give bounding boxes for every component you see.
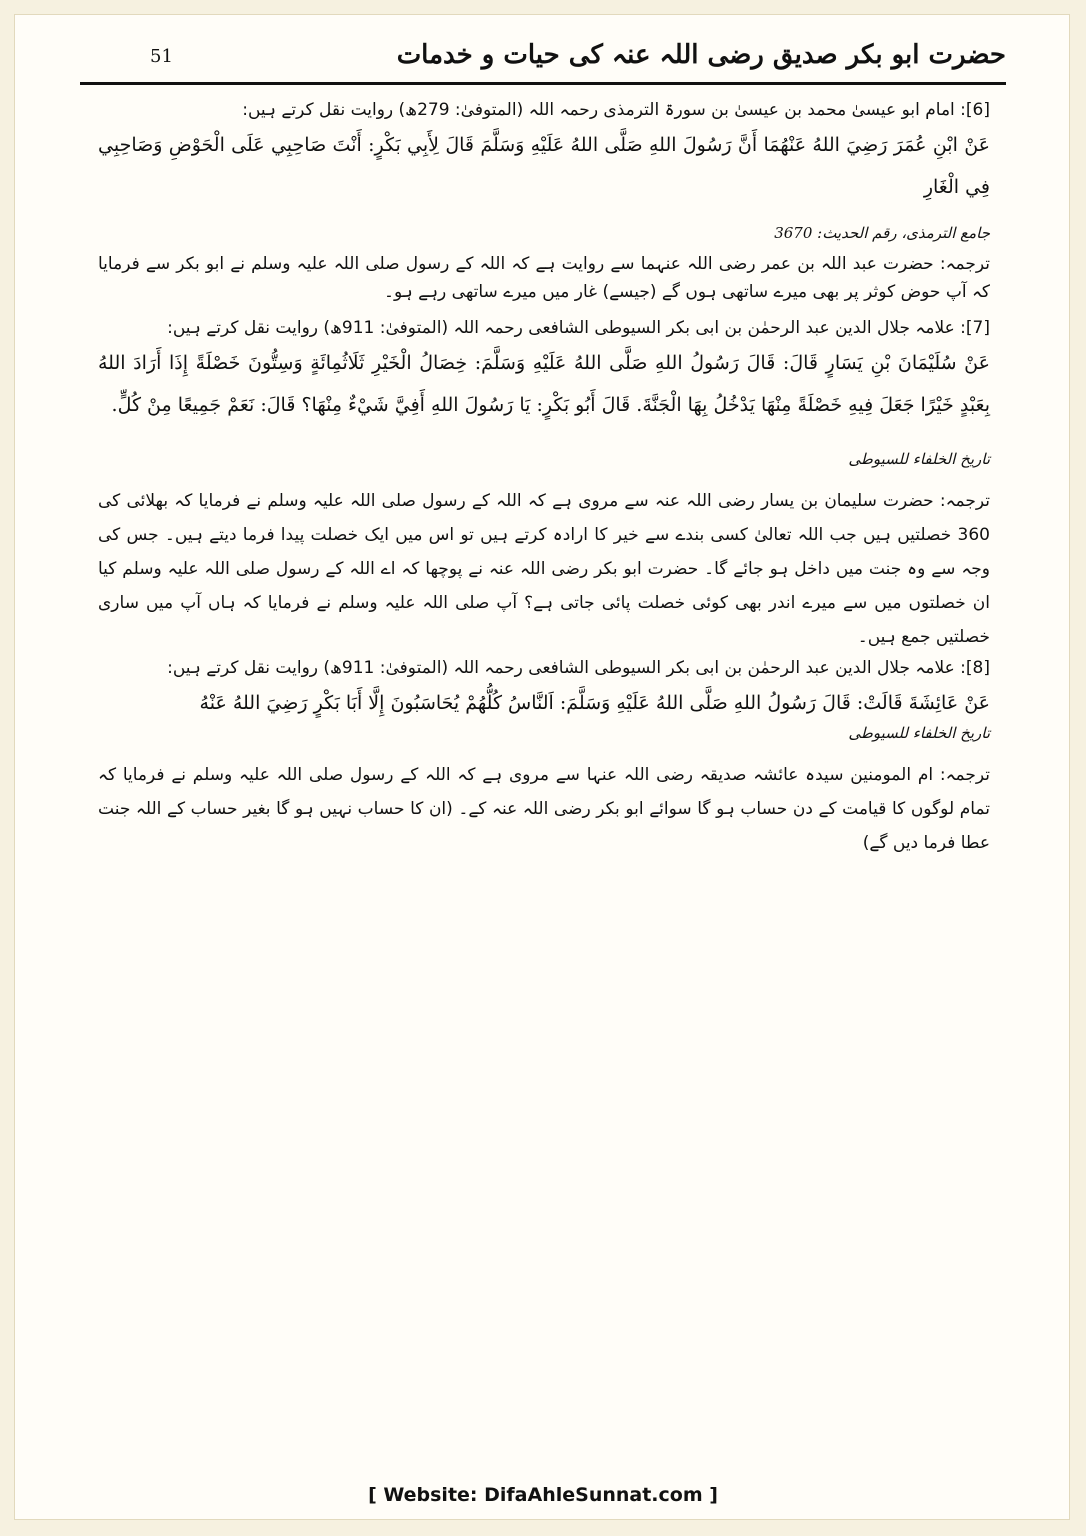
hadith-7-source: تاریخ الخلفاء للسیوطی [848, 450, 990, 468]
hadith-7-arabic: عَنْ سُلَيْمَانَ بْنِ يَسَارٍ قَالَ: قَالَ رَسُولُ اللهِ صَلَّى اللهُ عَلَيْهِ وَسَلَّمَ: خِصَالُ الْخَيْرِ ثَلَاثُمِائَةٍ وَسِتُّونَ خَصْلَةً إِذَا أَرَادَ اللهُ بِعَبْدٍ خَيْرًا جَعَلَ فِيهِ خَصْلَةً مِنْهَا يَدْخُلُ بِهَا الْجَنَّةَ. قَالَ أَبُو بَكْرٍ: يَا رَسُولَ اللهِ أَفِيَّ شَيْءٌ مِنْهَا؟ قَالَ: نَعَمْ جَمِيعًا مِنْ كُلٍّ. [98, 352, 990, 416]
narration-8-intro: [8]: علامہ جلال الدین عبد الرحمٰن بن ابی بکر السیوطی الشافعی رحمہ اللہ (المتوفیٰ: 911ھ) روایت نقل کرتے ہیں: [167, 658, 990, 678]
hadith-8-arabic: عَنْ عَائِشَةَ قَالَتْ: قَالَ رَسُولُ اللهِ صَلَّى اللهُ عَلَيْهِ وَسَلَّمَ: اَلنَّاسُ كُلُّهُمْ يُحَاسَبُونَ إِلَّا أَبَا بَكْرٍ رَضِيَ اللهُ عَنْهُ [199, 692, 990, 714]
page-number: 51 [150, 46, 173, 67]
hadith-6-arabic: عَنْ ابْنِ عُمَرَ رَضِيَ اللهُ عَنْهُمَا أَنَّ رَسُولَ اللهِ صَلَّى اللهُ عَلَيْهِ وَسَلَّمَ قَالَ لِأَبِي بَكْرٍ: أَنْتَ صَاحِبِي عَلَى الْحَوْضِ وَصَاحِبِي فِي الْغَارِ [98, 134, 990, 198]
website-footer: [ Website: DifaAhleSunnat.com ] [368, 1484, 718, 1506]
header-rule [80, 82, 1006, 85]
hadith-6-source: جامع الترمذی، رقم الحدیث: 3670 [774, 224, 990, 242]
hadith-7-translation: ترجمہ: حضرت سلیمان بن یسار رضی اللہ عنہ سے مروی ہے کہ اللہ کے رسول صلی اللہ علیہ وسلم نے فرمایا کہ بھلائی کی 360 خصلتیں ہیں جب اللہ تعالیٰ کسی بندے سے خیر کا ارادہ کرتے ہیں تو اس میں ایک خصلت پیدا فرما دیتے ہیں۔ جس کی وجہ سے وہ جنت میں داخل ہو جائے گا۔ حضرت ابو بکر رضی اللہ عنہ نے پوچھا کہ اے اللہ کے رسول صلی اللہ علیہ وسلم کیا ان خصلتوں میں سے میرے اندر بھی کوئی خصلت پائی جاتی ہے؟ آپ صلی اللہ علیہ وسلم نے فرمایا کہ ہاں آپ میں ساری خصلتیں جمع ہیں۔ [98, 491, 990, 647]
page-content [98, 96, 990, 860]
hadith-6-translation: ترجمہ: حضرت عبد اللہ بن عمر رضی اللہ عنہما سے روایت ہے کہ اللہ کے رسول صلی اللہ علیہ وسلم نے ابو بکر سے فرمایا کہ آپ حوض کوثر پر بھی میرے ساتھی ہوں گے (جیسے) غار میں میرے ساتھی رہے ہو۔ [98, 254, 990, 302]
narration-7-intro: [7]: علامہ جلال الدین عبد الرحمٰن بن ابی بکر السیوطی الشافعی رحمہ اللہ (المتوفیٰ: 911ھ) روایت نقل کرتے ہیں: [167, 318, 990, 338]
book-title: حضرت ابو بکر صدیق رضی اللہ عنہ کی حیات و خدمات [396, 40, 1006, 70]
hadith-8-translation: ترجمہ: ام المومنین سیدہ عائشہ صدیقہ رضی اللہ عنہا سے مروی ہے کہ اللہ کے رسول صلی اللہ علیہ وسلم نے فرمایا کہ تمام لوگوں کا قیامت کے دن حساب ہو گا سوائے ابو بکر رضی اللہ عنہ کے۔ (ان کا حساب نہیں ہو گا بغیر حساب کے اللہ جنت عطا فرما دیں گے) [98, 765, 990, 853]
page-header [80, 40, 1006, 82]
hadith-8-source: تاریخ الخلفاء للسیوطی [848, 724, 990, 742]
narration-6-intro: [6]: امام ابو عیسیٰ محمد بن عیسیٰ بن سورۃ الترمذی رحمہ اللہ (المتوفیٰ: 279ھ) روایت نقل کرتے ہیں: [242, 100, 990, 120]
